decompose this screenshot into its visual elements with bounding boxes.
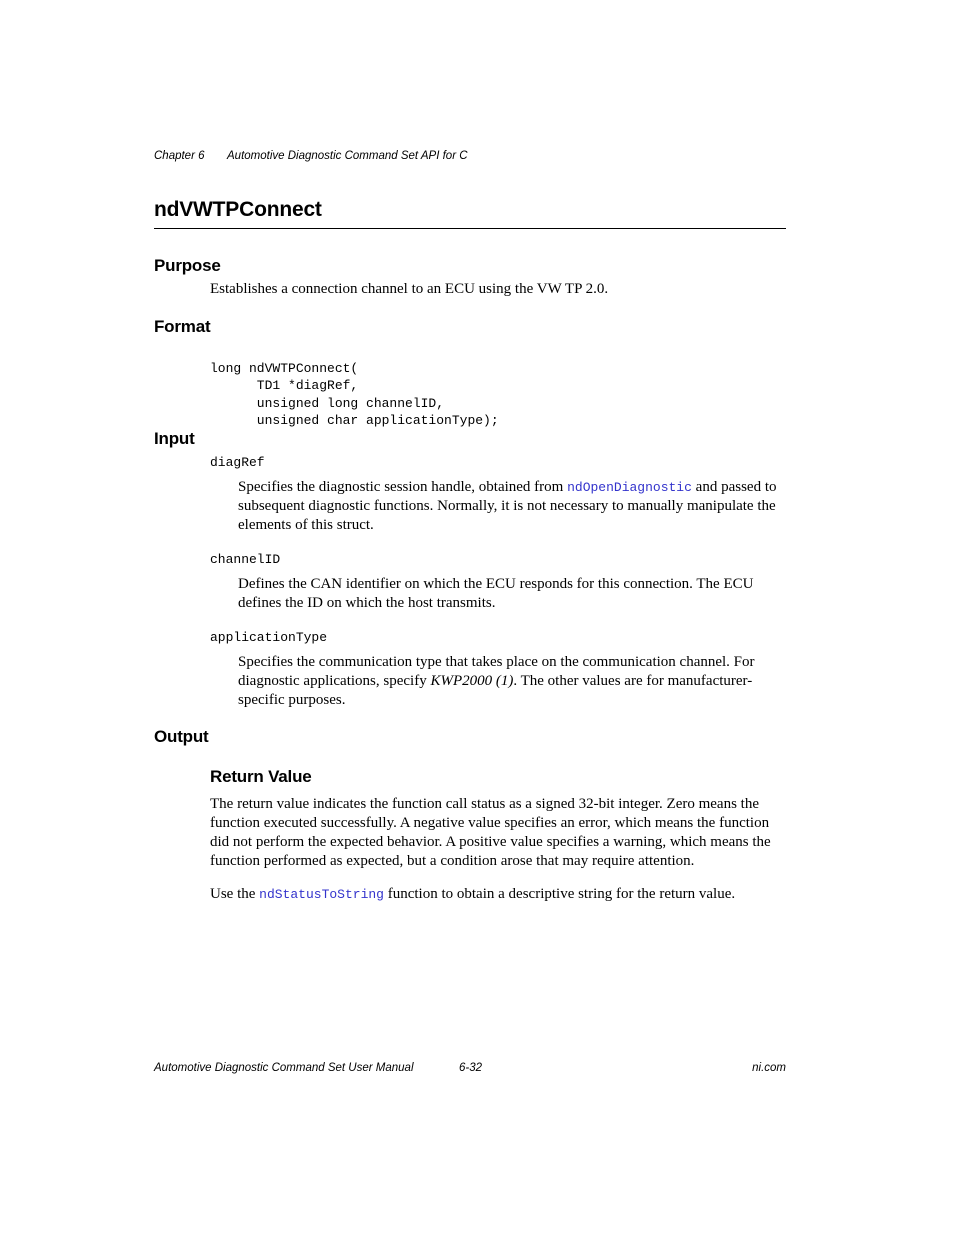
desc-text: and passed to subsequent diagnostic functions. Normally, it is not necessary to manually manipulate the elements of this struct. [238,479,777,533]
param-desc-applicationtype [238,653,786,710]
desc-text: Specifies the diagnostic session handle, obtained from [238,479,568,495]
output-heading: Output [154,727,209,746]
format-code-block [210,342,499,447]
param-name-channelid: channelID [210,552,281,567]
note-text: Use the [210,886,260,902]
return-value-text: The return value indicates the function call status as a signed 32-bit integer. Zero means the function executed successfully. A negative value specifies an error, which means the function did not perform the expected behavior. A positive value specifies a warning, which means the function performed as expected, but a condition arose that may require attention. [210,796,771,869]
running-header-chapter: Chapter 6 [154,150,205,162]
running-header-title: Automotive Diagnostic Command Set API for C [227,150,468,162]
param-desc-diagref [238,478,786,535]
page-title: ndVWTPConnect [154,198,322,221]
code-line: unsigned long channelID, [210,395,445,411]
param-name-diagref: diagRef [210,455,265,470]
footer-page-number: 6-32 [459,1062,483,1074]
footer-manual-title: Automotive Diagnostic Command Set User Manual [154,1062,414,1074]
purpose-text: Establishes a connection channel to an ECU using the VW TP 2.0. [210,281,609,297]
code-line: TD1 *diagRef, [210,378,359,393]
param-desc-channelid: Defines the CAN identifier on which the ECU responds for this connection. The ECU defines the ID on which the host transmits. [238,576,754,611]
footer-site: ni.com [752,1062,786,1074]
format-heading: Format [154,317,211,336]
desc-text: Specifies the communication type that takes place on the communication channel. For diagnostic applications, specify [238,654,755,689]
param-name-applicationtype: applicationType [210,630,328,645]
note-text: function to obtain a descriptive string for the return value. [383,886,736,902]
return-value-heading: Return Value [210,767,312,786]
ndopendiagnostic-link[interactable]: ndOpenDiagnostic [567,480,692,495]
code-line: unsigned char applicationType); [210,413,499,428]
input-heading: Input [154,429,195,448]
purpose-heading: Purpose [154,256,221,275]
ndstatustostring-link[interactable]: ndStatusToString [259,887,384,902]
title-rule [154,228,786,229]
desc-text: . The other values are for manufacturer-specific purposes. [238,673,753,708]
code-line: long ndVWTPConnect( [210,360,359,376]
kwp2000-value: KWP2000 (1) [430,673,514,689]
return-value-note [210,885,786,904]
